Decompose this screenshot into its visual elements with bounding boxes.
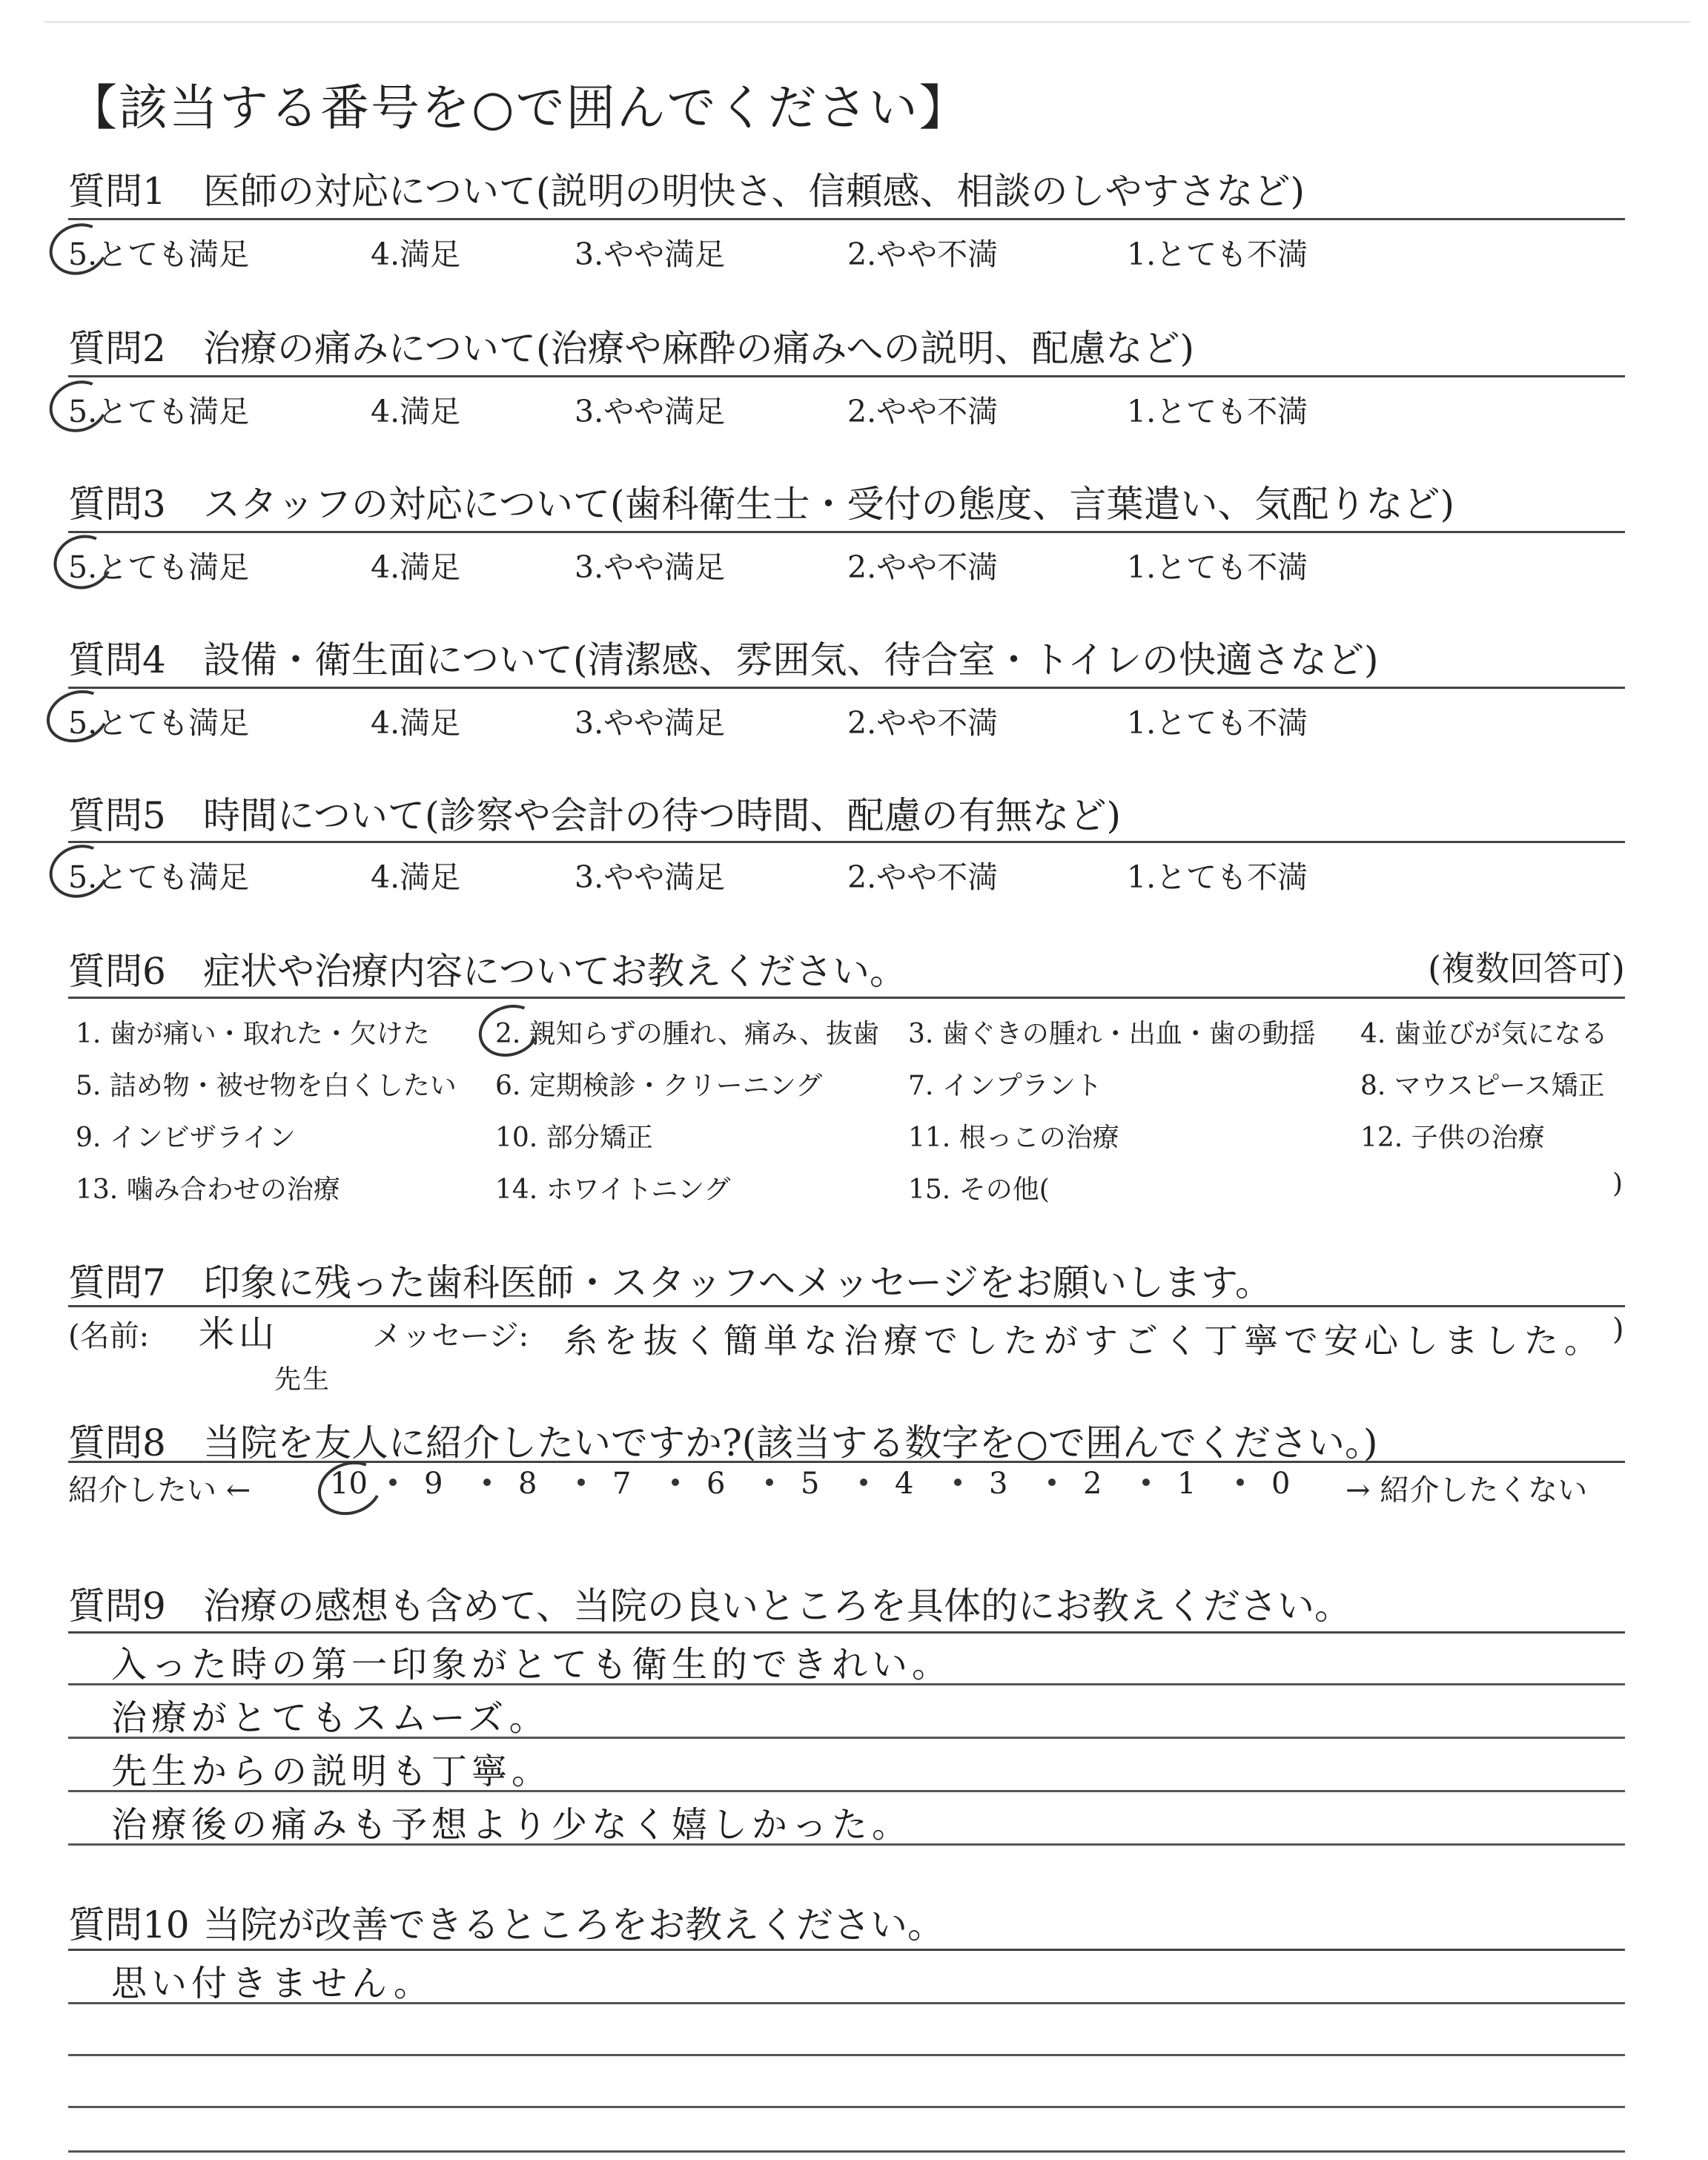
question-2-heading: [68, 319, 1194, 372]
q6-option-6[interactable]: 6. 定期検診・クリーニング: [495, 1071, 823, 1101]
question-5-number: 質問5: [68, 794, 166, 837]
q1-option-2[interactable]: 2.やや不満: [847, 237, 999, 272]
q9-answer-line-3: 先生からの説明も丁寧。: [111, 1751, 552, 1792]
q8-scale-6[interactable]: 6: [706, 1467, 726, 1501]
question-5-rule: [68, 841, 1625, 843]
q6-option-7[interactable]: 7. インプラント: [908, 1071, 1102, 1101]
question-8-number: 質問8: [68, 1421, 166, 1464]
q2-option-2[interactable]: 2.やや不満: [847, 394, 999, 429]
q8-scale-0[interactable]: 0: [1271, 1467, 1291, 1501]
question-5-heading: [68, 786, 1121, 839]
question-1-heading: [68, 162, 1305, 215]
q10-line-1-rule: [68, 2002, 1625, 2004]
q8-scale-10[interactable]: 10: [330, 1467, 368, 1501]
q6-option-14[interactable]: 14. ホワイトニング: [495, 1175, 731, 1205]
question-2-text: 治療の痛みについて(治療や麻酔の痛みへの説明、配慮など): [203, 327, 1195, 370]
q1-option-4[interactable]: 4.満足: [371, 237, 461, 272]
q6-option-8[interactable]: 8. マウスピース矯正: [1360, 1071, 1605, 1101]
q7-message-label: メッセージ:: [372, 1319, 529, 1353]
q10-answer-line-1: 思い付きません。: [111, 1963, 434, 2004]
q6-other-close-paren: ): [1612, 1169, 1623, 1199]
q8-left-label: 紹介したい ←: [68, 1473, 251, 1507]
q3-option-2[interactable]: 2.やや不満: [847, 549, 999, 585]
q6-option-5[interactable]: 5. 詰め物・被せ物を白くしたい: [76, 1071, 457, 1101]
q8-scale-dot: [577, 1479, 585, 1486]
q6-option-4[interactable]: 4. 歯並びが気になる: [1360, 1019, 1608, 1049]
q3-selection-circle: [46, 526, 120, 597]
q6-option-15[interactable]: 15. その他(: [908, 1175, 1050, 1205]
q8-scale-8[interactable]: 8: [518, 1467, 537, 1501]
question-9-rule: [68, 1631, 1625, 1634]
q9-answer-line-4: 治療後の痛みも予想より少なく嬉しかった。: [111, 1804, 913, 1846]
q9-answer-line-2: 治療がとてもスムーズ。: [111, 1697, 549, 1739]
q8-scale-5[interactable]: 5: [801, 1467, 820, 1501]
question-9-heading: [68, 1576, 1351, 1630]
question-9-number: 質問9: [68, 1585, 166, 1628]
question-3-heading: [68, 475, 1454, 528]
q6-option-2-circle: [471, 997, 547, 1066]
q6-option-9[interactable]: 9. インビザライン: [76, 1123, 296, 1153]
q2-option-3[interactable]: 3.やや満足: [575, 394, 726, 429]
question-7-number: 質問7: [68, 1261, 166, 1304]
q7-name-handwritten: 米山: [199, 1313, 279, 1355]
q9-line-2-rule: [68, 1737, 1625, 1739]
q8-scale-dot: [672, 1479, 679, 1486]
q3-option-4[interactable]: 4.満足: [371, 549, 461, 585]
q7-name-suffix-handwritten: 先生: [274, 1364, 331, 1395]
question-6-heading: [68, 942, 907, 995]
question-9-text: 治療の感想も含めて、当院の良いところを具体的にお教えください。: [203, 1585, 1351, 1628]
q3-option-3[interactable]: 3.やや満足: [575, 549, 726, 585]
q8-scale-dot: [389, 1479, 397, 1486]
q1-option-5[interactable]: 5.とても満足: [68, 237, 250, 272]
question-4-rule: [68, 687, 1625, 689]
question-10-rule: [68, 1949, 1625, 1951]
q9-line-1-rule: [68, 1683, 1625, 1685]
q3-option-1[interactable]: 1.とても不満: [1127, 549, 1308, 585]
q10-line-2-rule: [68, 2054, 1625, 2056]
q6-option-3[interactable]: 3. 歯ぐきの腫れ・出血・歯の動揺: [908, 1019, 1316, 1049]
q8-scale-7[interactable]: 7: [612, 1467, 632, 1501]
q5-option-2[interactable]: 2.やや不満: [847, 859, 999, 895]
q5-option-5[interactable]: 5.とても満足: [68, 859, 250, 895]
q1-option-3[interactable]: 3.やや満足: [575, 237, 726, 272]
q2-option-4[interactable]: 4.満足: [371, 394, 461, 429]
question-1-number: 質問1: [68, 170, 166, 213]
question-7-heading: [68, 1253, 1272, 1307]
q7-close-paren: ): [1612, 1312, 1624, 1347]
q4-option-4[interactable]: 4.満足: [371, 705, 461, 741]
question-4-number: 質問4: [68, 638, 166, 681]
q4-option-5[interactable]: 5.とても満足: [68, 705, 250, 741]
q8-right-label: → 紹介したくない: [1345, 1473, 1588, 1507]
q8-scale-dot: [483, 1479, 491, 1486]
question-8-heading: [68, 1413, 1377, 1467]
q6-option-13[interactable]: 13. 噛み合わせの治療: [76, 1175, 340, 1205]
q7-name-label: (名前:: [68, 1319, 150, 1353]
question-6-multiple-note: (複数回答可): [1428, 948, 1625, 988]
question-2-rule: [68, 375, 1625, 377]
question-4-heading: [68, 630, 1379, 684]
question-5-text: 時間について(診察や会計の待つ時間、配慮の有無など): [203, 794, 1122, 837]
q1-option-1[interactable]: 1.とても不満: [1127, 237, 1308, 272]
question-10-text: 当院が改善できるところをお教えください。: [203, 1903, 944, 1946]
question-6-text: 症状や治療内容についてお教えください。: [203, 950, 907, 993]
question-7-text: 印象に残った歯科医師・スタッフへメッセージをお願いします。: [203, 1261, 1272, 1304]
q4-option-3[interactable]: 3.やや満足: [575, 705, 726, 741]
q8-scale-dot: [1237, 1479, 1244, 1486]
q8-scale-2[interactable]: 2: [1083, 1467, 1102, 1501]
q4-option-2[interactable]: 2.やや不満: [847, 705, 999, 741]
q8-scale-dot: [954, 1479, 961, 1486]
q8-scale-9[interactable]: 9: [424, 1467, 443, 1501]
q8-scale-4[interactable]: 4: [895, 1467, 914, 1501]
question-6-number: 質問6: [68, 950, 166, 993]
question-3-rule: [68, 531, 1625, 533]
question-1-rule: [68, 218, 1625, 220]
q8-scale-3[interactable]: 3: [989, 1467, 1008, 1501]
q3-option-5[interactable]: 5.とても満足: [68, 549, 250, 585]
q5-option-1[interactable]: 1.とても不満: [1127, 859, 1308, 895]
q10-line-3-rule: [68, 2106, 1625, 2108]
top-rule: [44, 21, 1690, 23]
q8-scale-dot: [1142, 1479, 1150, 1486]
q8-scale-1[interactable]: 1: [1177, 1467, 1196, 1501]
q9-answer-line-1: 入った時の第一印象がとても衛生的できれい。: [111, 1644, 953, 1685]
q4-option-1[interactable]: 1.とても不満: [1127, 705, 1308, 741]
q6-option-10[interactable]: 10. 部分矯正: [495, 1123, 653, 1153]
q9-line-3-rule: [68, 1790, 1625, 1792]
q6-option-12[interactable]: 12. 子供の治療: [1360, 1123, 1545, 1153]
q5-option-3[interactable]: 3.やや満足: [575, 859, 726, 895]
q5-option-4[interactable]: 4.満足: [371, 859, 461, 895]
q10-line-4-rule: [68, 2150, 1625, 2153]
question-3-number: 質問3: [68, 483, 166, 526]
question-4-text: 設備・衛生面について(清潔感、雰囲気、待合室・トイレの快適さなど): [203, 638, 1379, 681]
question-6-rule: [68, 997, 1625, 999]
q9-line-4-rule: [68, 1843, 1625, 1846]
q8-scale-dot: [1048, 1479, 1056, 1486]
question-3-text: スタッフの対応について(歯科衛生士・受付の態度、言葉遣い、気配りなど): [203, 483, 1455, 526]
question-2-number: 質問2: [68, 327, 166, 370]
question-8-text: 当院を友人に紹介したいですか?(該当する数字を○で囲んでください。): [203, 1421, 1378, 1464]
question-8-rule: [68, 1461, 1625, 1463]
question-1-text: 医師の対応について(説明の明快さ、信頼感、相談のしやすさなど): [203, 170, 1305, 213]
q6-option-2[interactable]: 2. 親知らずの腫れ、痛み、抜歯: [495, 1019, 880, 1049]
question-10-heading: [68, 1895, 944, 1949]
q8-scale-dot: [860, 1479, 867, 1486]
q2-option-5[interactable]: 5.とても満足: [68, 394, 250, 429]
question-10-number: 質問10: [68, 1903, 190, 1946]
q6-option-1[interactable]: 1. 歯が痛い・取れた・欠けた: [76, 1019, 430, 1049]
survey-header: 【該当する番号を○で囲んでください】: [68, 79, 970, 136]
q8-scale-dot: [766, 1479, 773, 1486]
q6-option-11[interactable]: 11. 根っこの治療: [908, 1123, 1119, 1153]
q7-message-handwritten: 糸を抜く簡単な治療でしたがすごく丁寧で安心しました。: [563, 1321, 1604, 1361]
question-7-rule: [68, 1305, 1625, 1307]
q2-option-1[interactable]: 1.とても不満: [1127, 394, 1308, 429]
